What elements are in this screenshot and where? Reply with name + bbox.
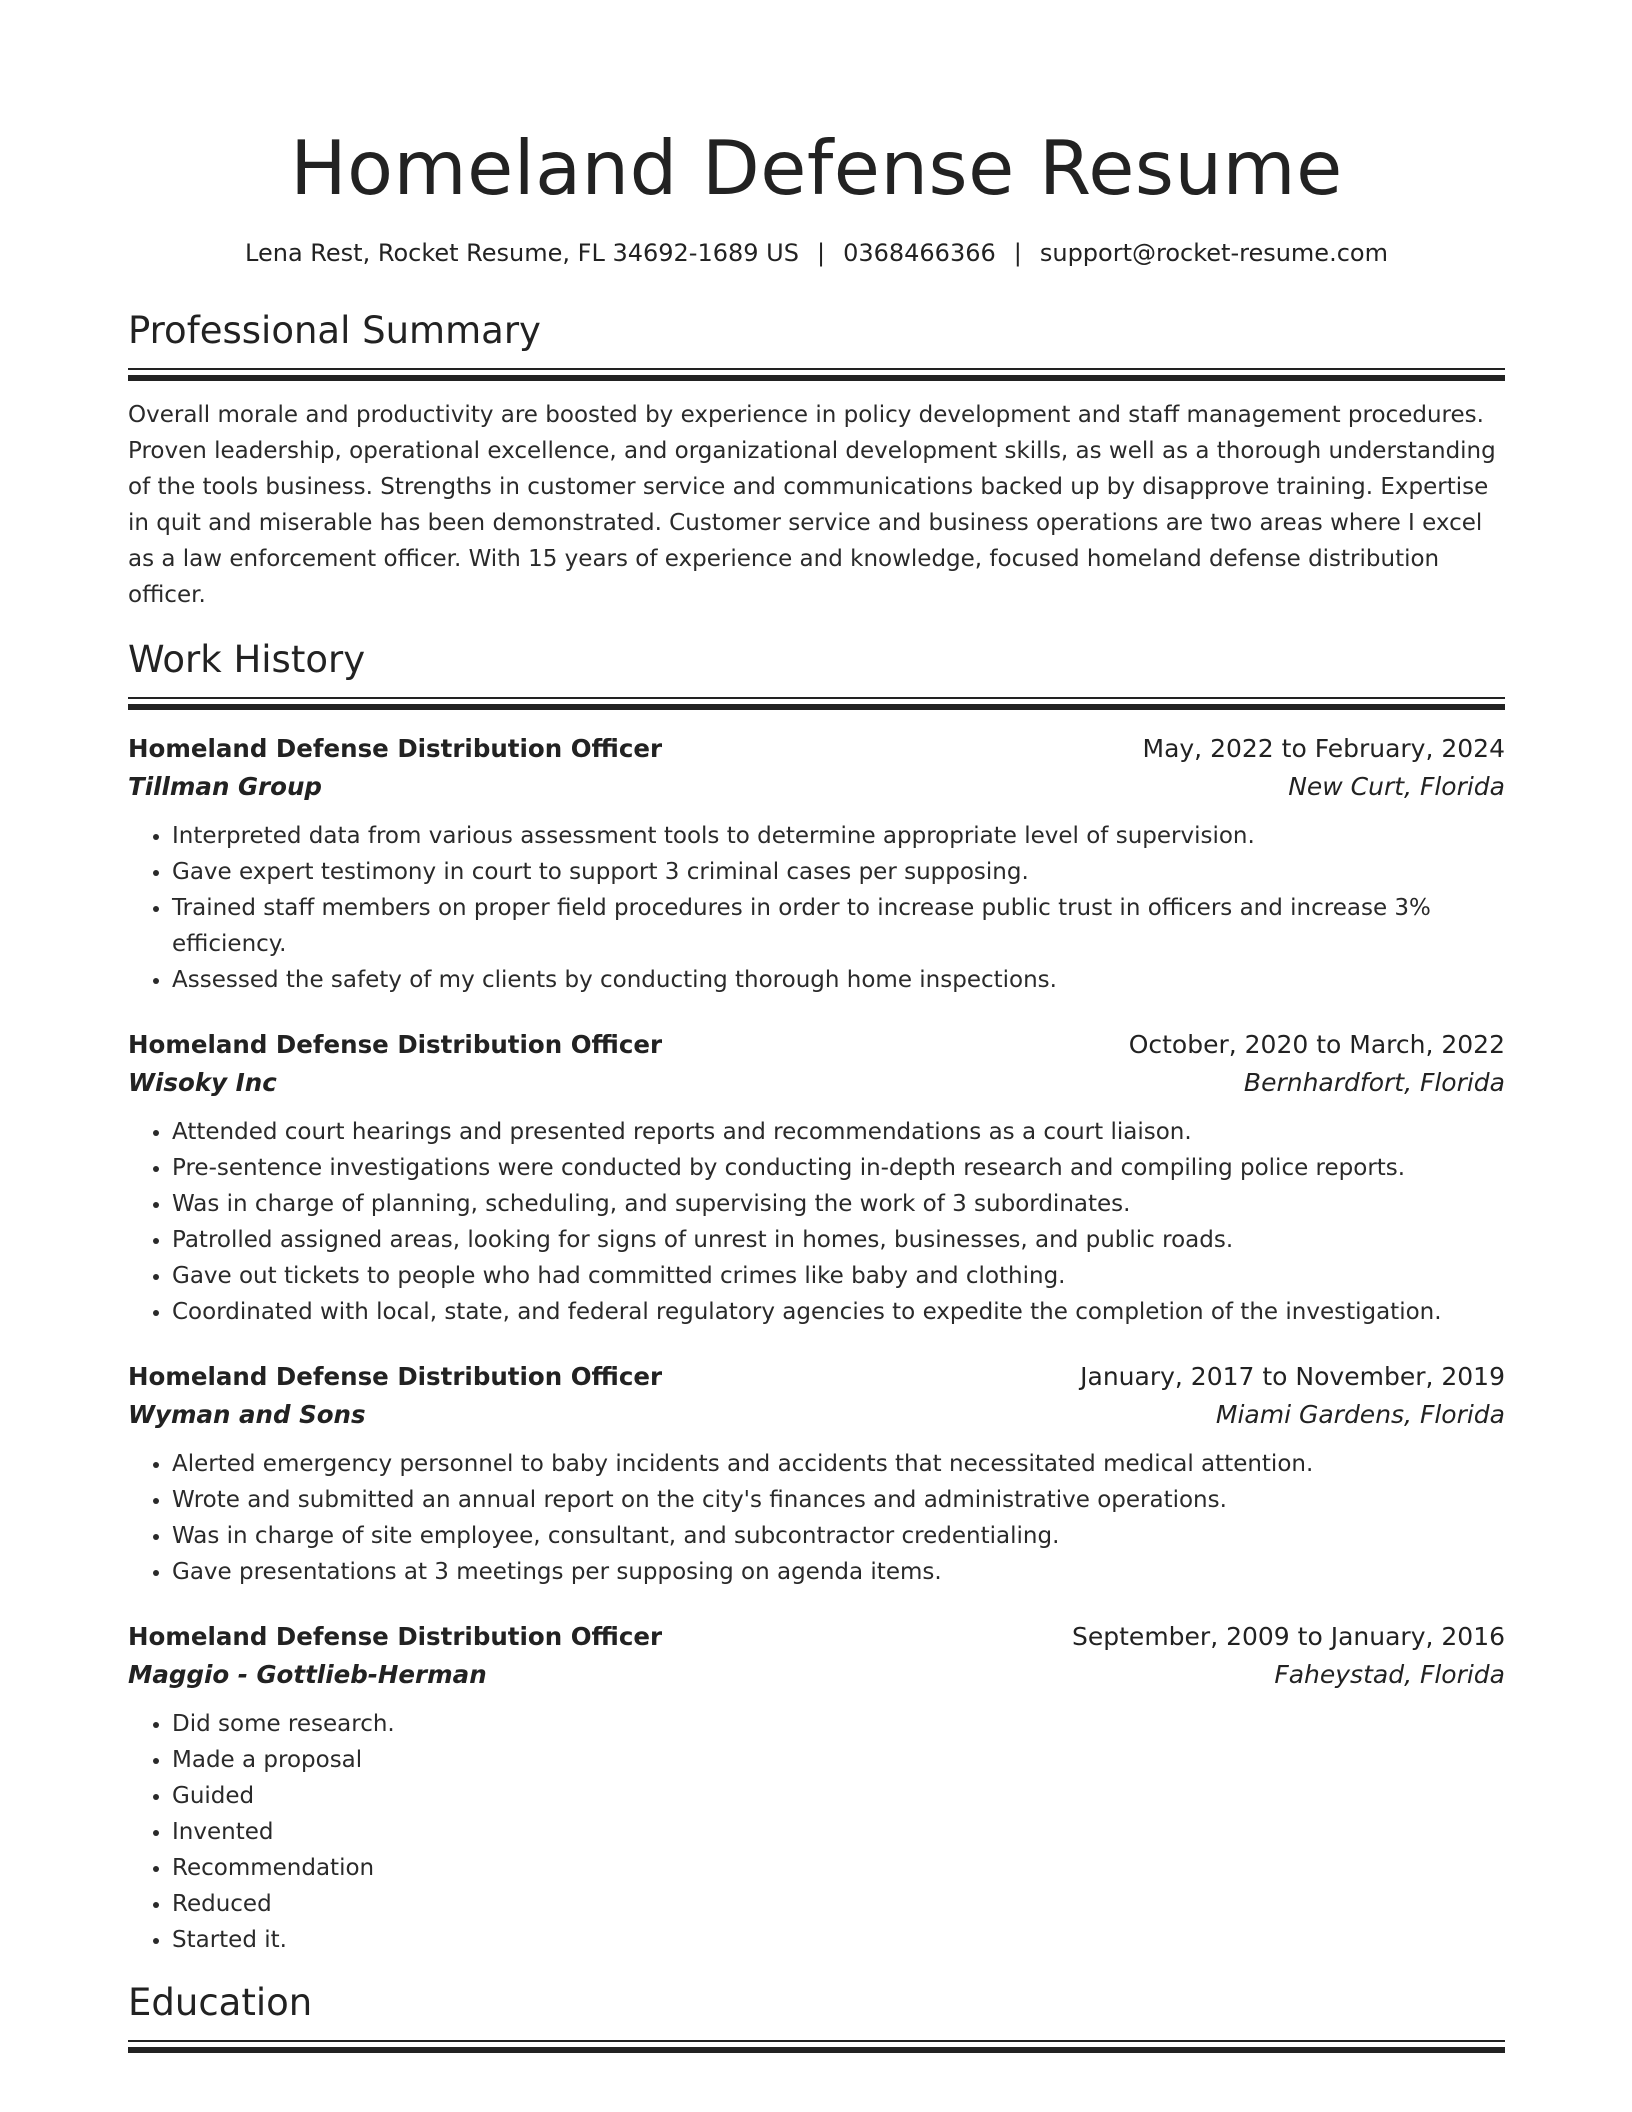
job-bullet-list — [128, 1446, 1505, 1590]
job-bullet: • Trained staff members on proper field procedures in order to increase public trust in officers and increase 3% efficiency. — [172, 890, 1505, 962]
job-location: Faheystad, Florida — [1274, 1660, 1505, 1689]
job-bullet: • Pre-sentence investigations were conducted by conducting in-depth research and compiling police reports. — [172, 1150, 1505, 1186]
job-title: Homeland Defense Distribution Officer — [128, 1030, 663, 1059]
contact-separator: | — [816, 239, 826, 267]
contact-address: Lena Rest, Rocket Resume, FL 34692-1689 US — [245, 239, 799, 267]
job-bullet: • Gave expert testimony in court to support 3 criminal cases per supposing. — [172, 854, 1505, 890]
job-bullet: • Was in charge of planning, scheduling, and supervising the work of 3 subordinates. — [172, 1186, 1505, 1222]
job-company: Wisoky Inc — [128, 1068, 277, 1097]
job-bullet: • Reduced — [172, 1886, 1505, 1922]
summary-text: Overall morale and productivity are boosted by experience in policy development and staff management procedures. Proven leadership, operational excellence, and organizational development skills, as well as a thorough understanding of the tools business. Strengths in customer service and communications backed up by disapprove training. Expertise in quit and miserable has been demonstrated. Customer service and business operations are two areas where I excel as a law enforcement officer. With 15 years of experience and knowledge, focused homeland defense distribution officer. — [128, 402, 1496, 608]
job-entry — [128, 730, 1505, 998]
section-divider — [128, 697, 1505, 699]
job-company: Wyman and Sons — [128, 1400, 366, 1429]
job-bullet-list — [128, 1114, 1505, 1330]
job-company: Maggio - Gottlieb-Herman — [128, 1660, 487, 1689]
work-heading: Work History — [128, 638, 366, 681]
job-title: Homeland Defense Distribution Officer — [128, 734, 663, 763]
job-bullet: • Was in charge of site employee, consultant, and subcontractor credentialing. — [172, 1518, 1505, 1554]
job-bullet: • Wrote and submitted an annual report on the city's finances and administrative operations. — [172, 1482, 1505, 1518]
job-entry — [128, 1026, 1505, 1330]
job-bullet: • Made a proposal — [172, 1742, 1505, 1778]
section-divider-thick — [128, 375, 1505, 381]
job-bullet: • Coordinated with local, state, and federal regulatory agencies to expedite the completion of the investigation. — [172, 1294, 1505, 1330]
job-bullet: • Started it. — [172, 1922, 1505, 1958]
job-dates: January, 2017 to November, 2019 — [1080, 1362, 1505, 1391]
resume-title: Homeland Defense Resume — [290, 124, 1343, 212]
summary-section-header — [128, 306, 1505, 381]
work-section-header — [128, 635, 1505, 710]
job-bullet: • Alerted emergency personnel to baby incidents and accidents that necessitated medical attention. — [172, 1446, 1505, 1482]
job-entry — [128, 1358, 1505, 1590]
job-bullet: • Patrolled assigned areas, looking for signs of unrest in homes, businesses, and public roads. — [172, 1222, 1505, 1258]
job-header-row — [128, 730, 1505, 768]
section-divider-thick — [128, 704, 1505, 710]
job-company: Tillman Group — [128, 772, 322, 801]
job-company-row — [128, 768, 1505, 806]
education-section-header — [128, 1978, 1505, 2053]
job-location: New Curt, Florida — [1288, 772, 1505, 801]
job-dates: September, 2009 to January, 2016 — [1072, 1622, 1505, 1651]
job-bullet-list — [128, 818, 1505, 998]
job-location: Miami Gardens, Florida — [1215, 1400, 1505, 1429]
job-bullet-list — [128, 1706, 1505, 1958]
job-dates: May, 2022 to February, 2024 — [1142, 734, 1505, 763]
summary-heading: Professional Summary — [128, 309, 541, 352]
job-title: Homeland Defense Distribution Officer — [128, 1622, 663, 1651]
job-bullet: • Did some research. — [172, 1706, 1505, 1742]
job-dates: October, 2020 to March, 2022 — [1128, 1030, 1505, 1059]
contact-email: support@rocket-resume.com — [1039, 239, 1388, 267]
contact-separator: | — [1013, 239, 1022, 267]
job-bullet: • Attended court hearings and presented reports and recommendations as a court liaison. — [172, 1114, 1505, 1150]
job-bullet: • Guided — [172, 1778, 1505, 1814]
job-bullet: • Gave out tickets to people who had committed crimes like baby and clothing. — [172, 1258, 1505, 1294]
job-bullet: • Assessed the safety of my clients by conducting thorough home inspections. — [172, 962, 1505, 998]
job-company-row — [128, 1656, 1505, 1694]
job-bullet: • Invented — [172, 1814, 1505, 1850]
contact-phone: 0368466366 — [843, 239, 996, 267]
section-divider — [128, 2040, 1505, 2042]
job-entry — [128, 1618, 1505, 1958]
job-bullet: • Recommendation — [172, 1850, 1505, 1886]
job-company-row — [128, 1064, 1505, 1102]
job-header-row — [128, 1618, 1505, 1656]
job-bullet: • Gave presentations at 3 meetings per supposing on agenda items. — [172, 1554, 1505, 1590]
section-divider — [128, 368, 1505, 370]
section-divider-thick — [128, 2047, 1505, 2053]
job-header-row — [128, 1026, 1505, 1064]
job-bullet: • Interpreted data from various assessment tools to determine appropriate level of supervision. — [172, 818, 1505, 854]
job-title: Homeland Defense Distribution Officer — [128, 1362, 663, 1391]
education-heading: Education — [128, 1981, 313, 2024]
job-company-row — [128, 1396, 1505, 1434]
job-location: Bernhardfort, Florida — [1243, 1068, 1505, 1097]
job-header-row — [128, 1358, 1505, 1396]
work-history-list — [128, 730, 1505, 1958]
resume-content — [128, 0, 1505, 2053]
contact-line — [128, 236, 1505, 270]
